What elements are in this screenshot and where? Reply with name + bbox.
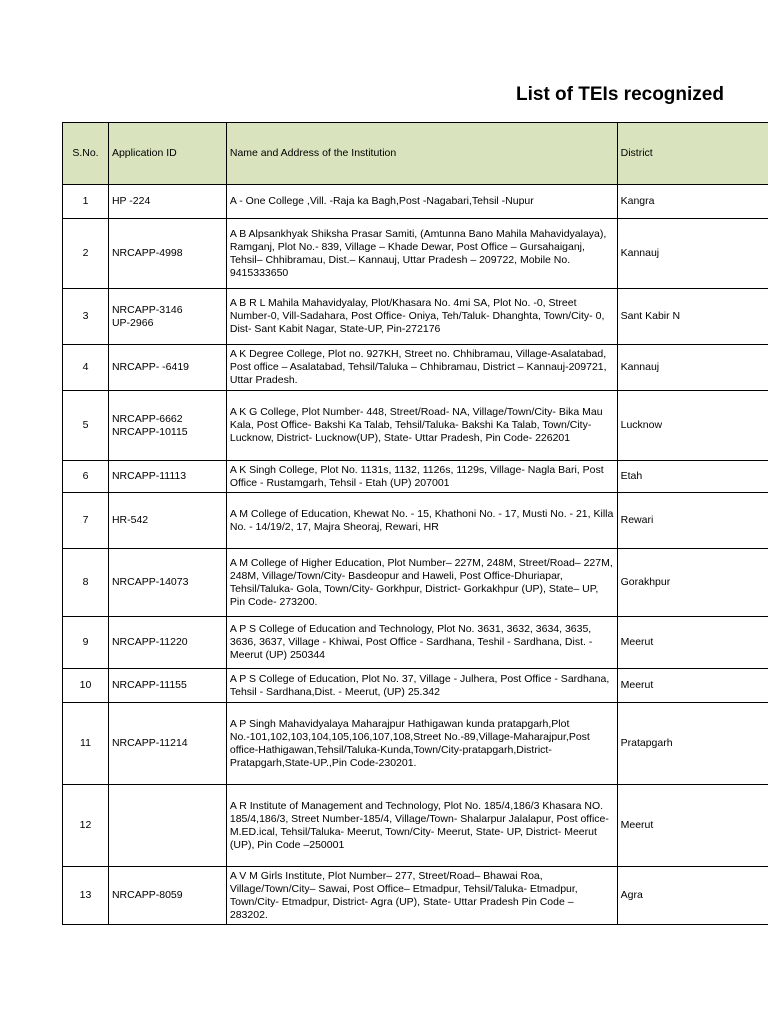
row-application-id: NRCAPP-11155 xyxy=(108,669,226,703)
table-row xyxy=(63,219,768,289)
row-name-address: A R Institute of Management and Technology, Plot No. 185/4,186/3 Khasara NO. 185/4,186/3, Street Number-185/4, Village/Town- Shalarpur Jalalapur, Post office-M.ED.ical, Tehsil/Taluka- Meerut, Town/City- Meerut, State- UP, District- Meerut (UP), Pin Code –250001 xyxy=(226,785,617,867)
row-name-address: A M College of Higher Education, Plot Number– 227M, 248M, Street/Road– 227M, 248M, Village/Town/City- Basdeopur and Haweli, Post Office-Dhuriapar, Tehsil/Taluka- Gola, Town/City- Gorkhpur, District- Gorkakhpur (UP), State– UP, Pin Code- 273200. xyxy=(226,549,617,617)
row-district: Meerut xyxy=(617,785,768,867)
table-row xyxy=(63,345,768,391)
row-sno: 5 xyxy=(63,391,109,461)
row-district: Meerut xyxy=(617,669,768,703)
row-application-id: NRCAPP-3146 UP-2966 xyxy=(108,289,226,345)
row-application-id: NRCAPP-8059 xyxy=(108,867,226,925)
header-name-address: Name and Address of the Institution xyxy=(226,123,617,185)
header-application-id: Application ID xyxy=(108,123,226,185)
row-district: Meerut xyxy=(617,617,768,669)
row-district: Agra xyxy=(617,867,768,925)
row-sno: 8 xyxy=(63,549,109,617)
row-application-id: HP -224 xyxy=(108,185,226,219)
table-row xyxy=(63,549,768,617)
row-name-address: A B R L Mahila Mahavidyalay, Plot/Khasara No. 4mi SA, Plot No. -0, Street Number-0, Vill-Sadahara, Post Office- Oniya, Teh/Taluk- Dhanghta, Town/City- 0, Dist- Sant Kabit Nagar, State-UP, Pin-272176 xyxy=(226,289,617,345)
table-row xyxy=(63,493,768,549)
row-name-address: A K Singh College, Plot No. 1131s, 1132, 1126s, 1129s, Village- Nagla Bari, Post Office - Rustamgarh, Tehsil - Etah (UP) 207001 xyxy=(226,461,617,493)
row-sno: 11 xyxy=(63,703,109,785)
tei-table xyxy=(62,122,768,925)
row-district: Kannauj xyxy=(617,219,768,289)
row-name-address: A P S College of Education and Technology, Plot No. 3631, 3632, 3634, 3635, 3636, 3637, Village - Khiwai, Post Office - Sardhana, Teshil - Sardhana, Dist. - Meerut (UP) 250344 xyxy=(226,617,617,669)
table-row xyxy=(63,867,768,925)
row-name-address: A V M Girls Institute, Plot Number– 277, Street/Road– Bhawai Roa, Village/Town/City– Sawai, Post Office– Etmadpur, Tehsil/Taluka- Etmadpur, Town/City- Etmadpur, District- Agra (UP), State- Uttar Pradesh Pin Code – 283202. xyxy=(226,867,617,925)
row-district: Kannauj xyxy=(617,345,768,391)
table-body xyxy=(63,185,768,925)
table-row xyxy=(63,703,768,785)
row-application-id: NRCAPP-6662 NRCAPP-10115 xyxy=(108,391,226,461)
row-application-id: NRCAPP-14073 xyxy=(108,549,226,617)
row-name-address: A P Singh Mahavidyalaya Maharajpur Hathigawan kunda pratapgarh,Plot No.-101,102,103,104,105,106,107,108,Street No.-89,Village-Maharajpur,Post office-Hathigawan,Tehsil/Taluka-Kunda,Town/City-pratapgarh,District-Pratapgarh,State-UP.,Pin Code-230201. xyxy=(226,703,617,785)
row-sno: 9 xyxy=(63,617,109,669)
header-row xyxy=(63,123,768,185)
row-district: Rewari xyxy=(617,493,768,549)
row-application-id: NRCAPP- -6419 xyxy=(108,345,226,391)
row-district: Etah xyxy=(617,461,768,493)
row-district: Kangra xyxy=(617,185,768,219)
row-district: Gorakhpur xyxy=(617,549,768,617)
row-district: Sant Kabir N xyxy=(617,289,768,345)
row-sno: 6 xyxy=(63,461,109,493)
table-row xyxy=(63,391,768,461)
row-application-id: NRCAPP-11113 xyxy=(108,461,226,493)
row-application-id: HR-542 xyxy=(108,493,226,549)
table-row xyxy=(63,617,768,669)
row-sno: 1 xyxy=(63,185,109,219)
row-sno: 13 xyxy=(63,867,109,925)
header-sno: S.No. xyxy=(63,123,109,185)
table-row xyxy=(63,785,768,867)
row-name-address: A K G College, Plot Number- 448, Street/Road- NA, Village/Town/City- Bika Mau Kala, Post Office- Bakshi Ka Talab, Tehsil/Taluka- Bakshi Ka Talab, Town/City- Lucknow, District- Lucknow(UP), State- Uttar Pradesh, Pin Code- 226201 xyxy=(226,391,617,461)
row-name-address: A B Alpsankhyak Shiksha Prasar Samiti, (Amtunna Bano Mahila Mahavidyalaya), Ramganj, Plot No.- 839, Village – Khade Dewar, Post Office – Gursahaiganj, Tehsil– Chhibramau, Dist.– Kannauj, Uttar Pradesh – 209722, Mobile No. 9415333650 xyxy=(226,219,617,289)
table-row xyxy=(63,289,768,345)
header-district: District xyxy=(617,123,768,185)
row-application-id: NRCAPP-11214 xyxy=(108,703,226,785)
table-row xyxy=(63,669,768,703)
row-sno: 12 xyxy=(63,785,109,867)
row-name-address: A - One College ,Vill. -Raja ka Bagh,Post -Nagabari,Tehsil -Nupur xyxy=(226,185,617,219)
page-title: List of TEIs recognized xyxy=(516,84,724,105)
row-district: Lucknow xyxy=(617,391,768,461)
row-application-id: NRCAPP-11220 xyxy=(108,617,226,669)
row-name-address: A P S College of Education, Plot No. 37, Village - Julhera, Post Office - Sardhana, Tehsil - Sardhana,Dist. - Meerut, (UP) 25.342 xyxy=(226,669,617,703)
row-application-id: NRCAPP-4998 xyxy=(108,219,226,289)
row-application-id xyxy=(108,785,226,867)
table-row xyxy=(63,461,768,493)
table-row xyxy=(63,185,768,219)
row-sno: 10 xyxy=(63,669,109,703)
row-name-address: A M College of Education, Khewat No. - 15, Khathoni No. - 17, Musti No. - 21, Killa No. - 14/19/2, 17, Majra Sheoraj, Rewari, HR xyxy=(226,493,617,549)
row-sno: 2 xyxy=(63,219,109,289)
row-sno: 4 xyxy=(63,345,109,391)
row-sno: 7 xyxy=(63,493,109,549)
row-district: Pratapgarh xyxy=(617,703,768,785)
row-sno: 3 xyxy=(63,289,109,345)
row-name-address: A K Degree College, Plot no. 927KH, Street no. Chhibramau, Village-Asalatabad, Post office – Asalatabad, Tehsil/Taluka – Chhibramau, District – Kannauj-209721, Uttar Pradesh. xyxy=(226,345,617,391)
